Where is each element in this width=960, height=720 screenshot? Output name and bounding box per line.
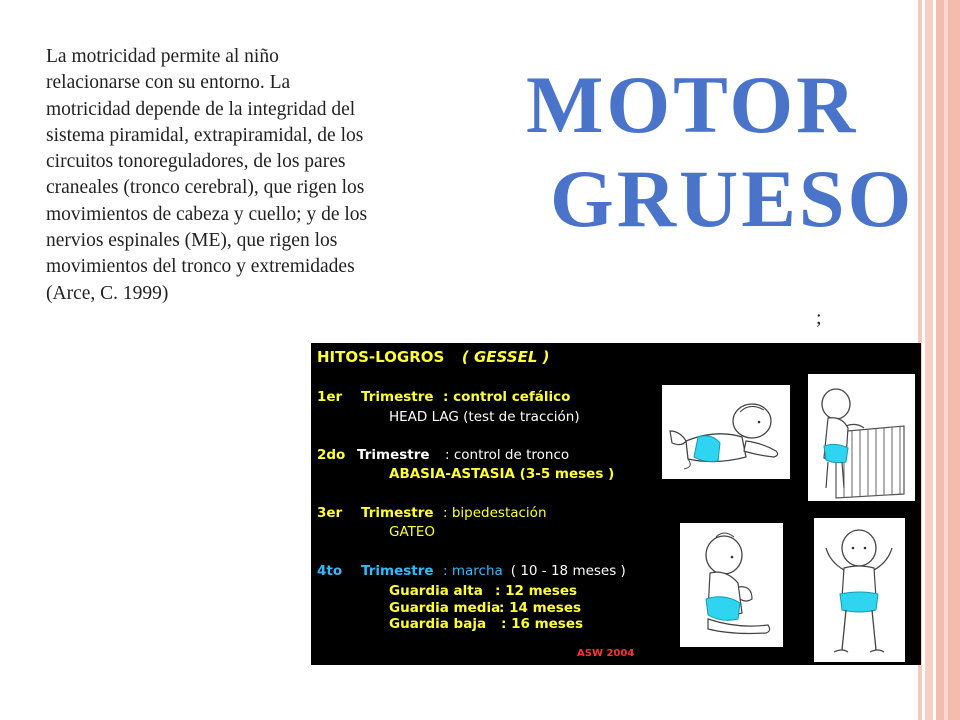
- panel-heading-source: ( GESSEL ): [461, 348, 550, 366]
- guard-row: [389, 600, 581, 616]
- trimester-range: ( 10 - 18 meses ): [510, 563, 626, 579]
- slide-title: [526, 58, 914, 246]
- border-stripe: [944, 0, 948, 720]
- panel-heading: HITOS-LOGROS: [317, 348, 445, 366]
- border-stripe: [936, 0, 960, 720]
- intro-line: motricidad depende de la integridad del: [46, 98, 356, 120]
- baby-walking-illustration: [814, 518, 905, 662]
- border-stripe: [925, 0, 933, 720]
- guard-row: [389, 616, 583, 632]
- panel-credit: ASW 2004: [577, 648, 635, 659]
- baby-standing-crib-illustration: [808, 374, 915, 501]
- baby-prone-illustration: [662, 385, 790, 479]
- guard-row: [389, 583, 577, 599]
- trimester-goal: : control cefálico: [443, 389, 571, 405]
- trimester-goal: : bipedestación: [443, 505, 547, 521]
- trimester-label: Trimestre: [361, 389, 434, 405]
- trimester-number: 2do: [317, 447, 346, 463]
- intro-line: La motricidad permite al niño: [46, 46, 279, 67]
- intro-line: circuitos tonoreguladores, de los pares: [46, 151, 346, 173]
- trimester-goal: : marcha: [443, 563, 503, 579]
- intro-line: movimientos del tronco y extremidades: [46, 256, 355, 278]
- trimester-number: 4to: [317, 563, 343, 579]
- intro-line: relacionarse con su entorno. La: [46, 72, 291, 94]
- baby-sitting-illustration: [680, 523, 783, 647]
- intro-paragraph: [46, 44, 524, 307]
- intro-line: movimientos de cabeza y cuello; y de los: [46, 203, 368, 225]
- trimester-number: 1er: [317, 389, 343, 405]
- guard-name: Guardia media: [389, 600, 501, 616]
- guard-value: : 16 meses: [501, 616, 584, 632]
- guard-name: Guardia alta: [389, 583, 483, 599]
- intro-line: sistema piramidal, extrapiramidal, de los: [46, 124, 364, 146]
- guard-name: Guardia baja: [389, 616, 487, 632]
- guard-value: : 14 meses: [499, 600, 582, 616]
- title-word: GRUESO: [550, 153, 915, 244]
- trimester-label: Trimestre: [357, 447, 430, 463]
- trimester-detail: HEAD LAG (test de tracción): [389, 409, 580, 425]
- trimester-detail: GATEO: [389, 524, 436, 540]
- title-word: MOTOR: [526, 59, 859, 150]
- intro-line: (Arce, C. 1999): [46, 282, 169, 304]
- milestones-panel: [311, 343, 921, 665]
- stray-mark: ;: [816, 307, 822, 329]
- guard-value: : 12 meses: [495, 583, 578, 599]
- trimester-detail: ABASIA-ASTASIA (3-5 meses ): [389, 466, 615, 482]
- intro-line: nervios espinales (ME), que rigen los: [46, 230, 338, 252]
- intro-line: craneales (tronco cerebral), que rigen los: [46, 177, 365, 199]
- trimester-number: 3er: [317, 505, 343, 521]
- trimester-label: Trimestre: [361, 505, 434, 521]
- trimester-label: Trimestre: [361, 563, 434, 579]
- trimester-goal: : control de tronco: [445, 447, 570, 463]
